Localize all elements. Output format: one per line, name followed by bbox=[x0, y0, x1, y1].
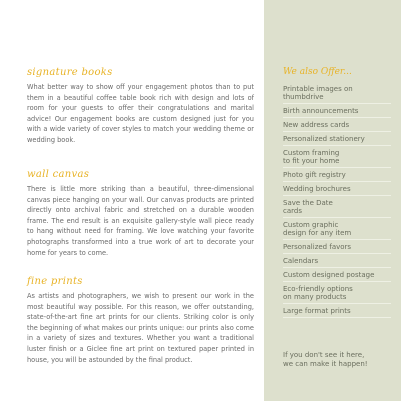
offer-item: New address cards bbox=[283, 118, 391, 132]
section-title-signature-books: signature books bbox=[27, 67, 113, 78]
offer-item: Calendars bbox=[283, 254, 391, 268]
section-signature-books bbox=[27, 67, 254, 146]
offer-item: Photo gift registry bbox=[283, 168, 391, 182]
offer-item: Save the Date cards bbox=[283, 196, 391, 218]
offer-item: Custom graphic design for any item bbox=[283, 218, 391, 240]
section-body-fine-prints: As artists and photographers, we wish to present our work in the most beautiful way possible. For this reason, we offer outstanding, state-of-the-art fine art prints for our clients. Striking color is only the beginning of what makes our prints unique: our prints also come in a variety of sizes and textures. Whether you want a traditional luster finish or a Giclee fine art print on textured paper printed in house, you will be astounded by the final product. bbox=[27, 292, 254, 364]
section-fine-prints bbox=[27, 276, 254, 365]
section-title-wall-canvas: wall canvas bbox=[27, 169, 90, 180]
section-title-fine-prints: fine prints bbox=[27, 276, 83, 287]
sidebar-title: We also Offer... bbox=[283, 67, 352, 77]
offer-list bbox=[283, 82, 391, 318]
sidebar-note: If you don't see it here, we can make it happen! bbox=[283, 351, 368, 368]
offer-item: Custom designed postage bbox=[283, 268, 391, 282]
offer-item: Printable images on thumbdrive bbox=[283, 82, 391, 104]
offer-item: Eco-friendly options on many products bbox=[283, 282, 391, 304]
offer-sidebar bbox=[264, 0, 401, 401]
offer-item: Personalized stationery bbox=[283, 132, 391, 146]
offer-item: Birth announcements bbox=[283, 104, 391, 118]
offer-item: Large format prints bbox=[283, 304, 391, 318]
offer-item: Wedding brochures bbox=[283, 182, 391, 196]
section-wall-canvas bbox=[27, 169, 254, 258]
offer-item: Personalized favors bbox=[283, 240, 391, 254]
section-body-wall-canvas: There is little more striking than a beautiful, three-dimensional canvas piece hanging on your wall. Our canvas products are printed directly onto archival fabric and stretched on a durable wooden frame. The end result is an exquisite gallery-style wall piece ready to hang without need for framing. We love watching your favorite photographs transformed into a true work of art to decorate your home for years to come. bbox=[27, 185, 254, 257]
offer-item: Custom framing to fit your home bbox=[283, 146, 391, 168]
section-body-signature-books: What better way to show off your engagement photos than to put them in a beautiful coffee table book rich with design and lots of room for your guests to offer their congratulations and marital advice! Our engagement books are custom designed just for you with a wide variety of cover styles to match your wedding theme or wedding book. bbox=[27, 83, 254, 144]
